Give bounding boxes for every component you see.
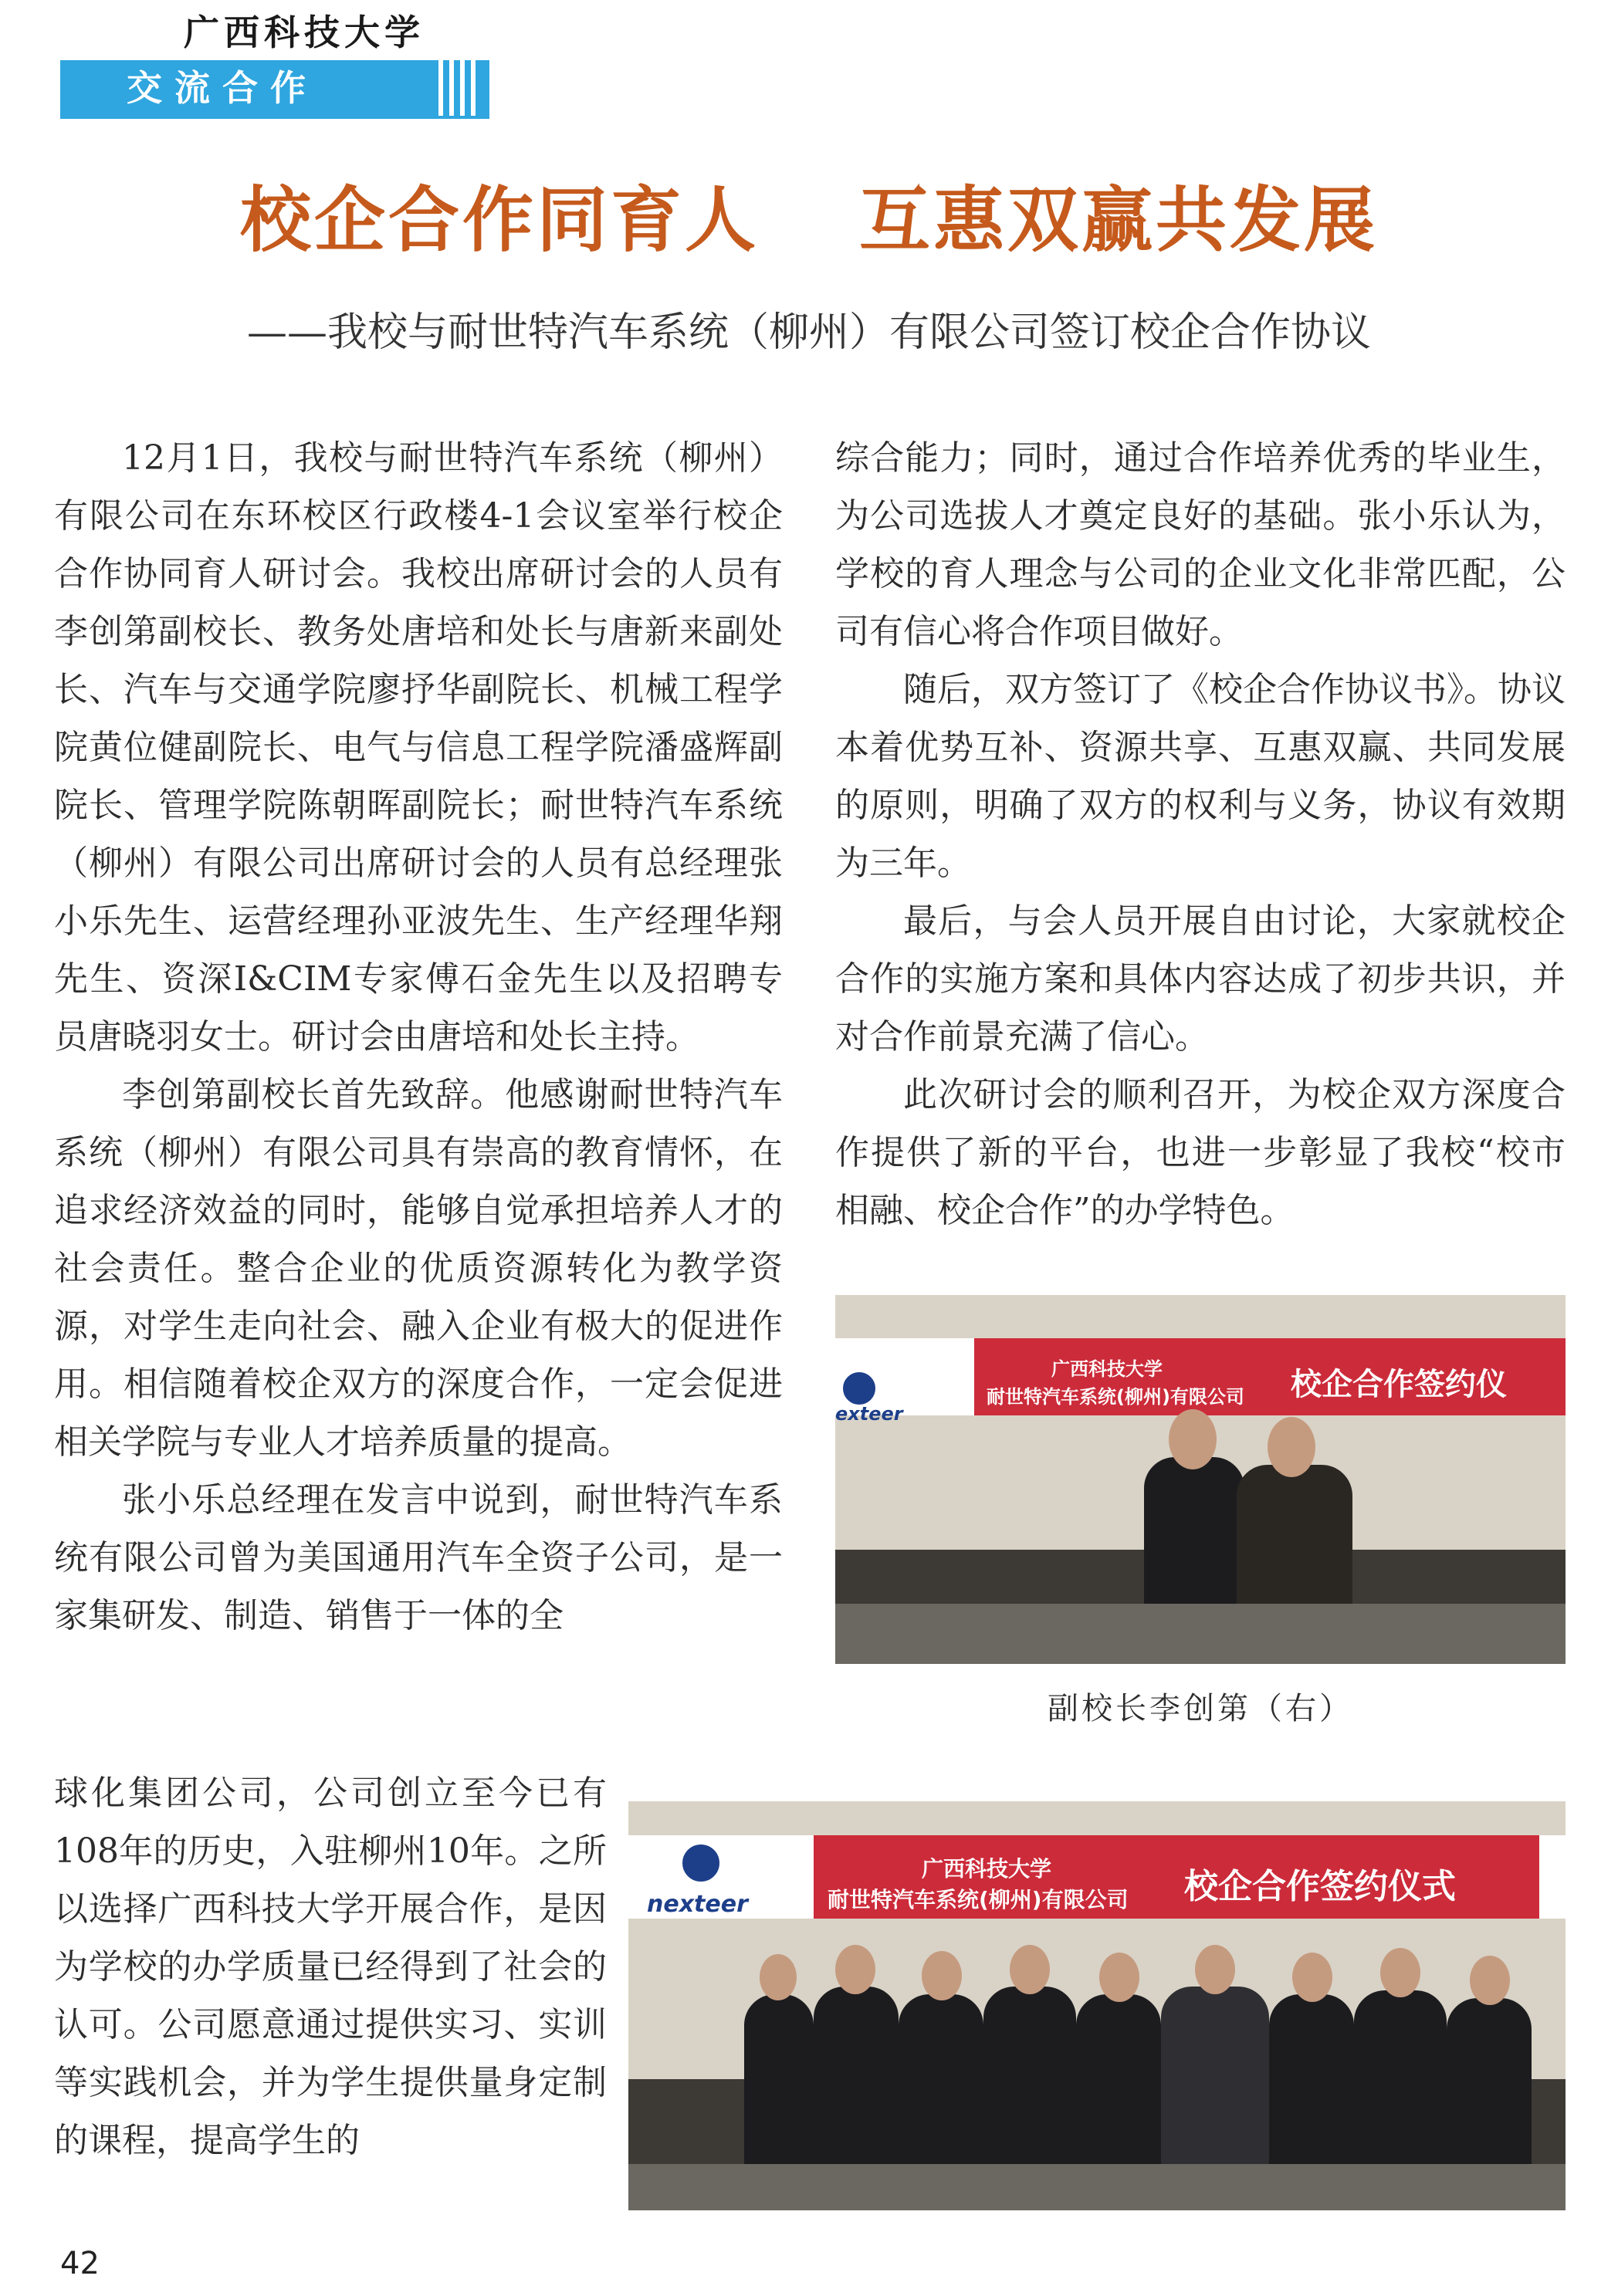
paragraph: 最后，与会人员开展自由讨论，大家就校企合作的实施方案和具体内容达成了初步共识，并对合作前景充满了信心。 — [835, 901, 1566, 1057]
photo-caption: 副校长李创第（右） — [1048, 1691, 1353, 1726]
section-label: 交流合作 — [127, 67, 318, 109]
banner-line2: 耐世特汽车系统(柳州)有限公司 — [828, 1887, 1129, 1912]
photo-table — [835, 1604, 1566, 1664]
person-head — [1010, 1945, 1050, 1994]
section-bar-stripes — [432, 60, 486, 116]
page-number: 42 — [60, 2246, 100, 2281]
paragraph: 张小乐总经理在发言中说到，耐世特汽车系统有限公司曾为美国通用汽车全资子公司，是一家集研发、制造、销售于一体的全 — [54, 1480, 783, 1635]
journal-title: 广西科技大学 — [184, 12, 425, 53]
article-title — [0, 164, 1618, 265]
person-head — [1169, 1409, 1217, 1469]
title-left: 校企合作同育人 — [239, 178, 759, 262]
title-right: 互惠双赢共发展 — [859, 178, 1379, 262]
university-logo — [679, 1841, 723, 1885]
nexteer-logo: nexteer — [647, 1891, 748, 1918]
paragraph-continued: 综合能力；同时，通过合作培养优秀的毕业生，为公司选拔人才奠定良好的基础。张小乐认为，学校的育人理念与公司的企业文化非常匹配，公司有信心将合作项目做好。 — [835, 438, 1566, 651]
signing-photo — [835, 1295, 1566, 1664]
paragraph: 12月1日，我校与耐世特汽车系统（柳州）有限公司在东环校区行政楼4-1会议室举行校企合作协同育人研讨会。我校出席研讨会的人员有李创第副校长、教务处唐培和处长与唐新来副处长、汽车与交通学院廖抒华副院长、机械工程学院黄位健副院长、电气与信息工程学院潘盛辉副院长、管理学院陈朝晖副院长；耐世特汽车系统（柳州）有限公司出席研讨会的人员有总经理张小乐先生、运营经理孙亚波先生、生产经理华翔先生、资深I&CIM专家傅石金先生以及招聘专员唐晓羽女士。研讨会由唐培和处长主持。 — [54, 438, 783, 1057]
person-head — [1099, 1953, 1139, 2002]
person-head — [1292, 1953, 1332, 2002]
paragraph: 随后，双方签订了《校企合作协议书》。协议本着优势互补、资源共享、互惠双赢、共同发展的原则，明确了双方的权利与义务，协议有效期为三年。 — [835, 670, 1566, 883]
university-logo — [840, 1369, 878, 1408]
right-column — [835, 429, 1566, 1239]
person-head — [922, 1951, 962, 2000]
person-head — [1268, 1417, 1315, 1477]
banner-line1: 广西科技大学 — [1051, 1358, 1163, 1380]
group-photo — [628, 1801, 1566, 2210]
person-head — [1470, 1956, 1510, 2005]
person-head — [835, 1945, 875, 1994]
banner-line1: 广西科技大学 — [922, 1856, 1052, 1882]
nexteer-logo: exteer — [835, 1403, 903, 1425]
paragraph: 此次研讨会的顺利召开，为校企双方深度合作提供了新的平台，也进一步彰显了我校“校市相融、校企合作”的办学特色。 — [835, 1075, 1566, 1230]
banner-line2: 耐世特汽车系统(柳州)有限公司 — [987, 1386, 1244, 1408]
left-column — [54, 429, 783, 1645]
photo-table — [628, 2164, 1566, 2210]
paragraph: 李创第副校长首先致辞。他感谢耐世特汽车系统（柳州）有限公司具有崇高的教育情怀，在追求经济效益的同时，能够自觉承担培养人才的社会责任。整合企业的优质资源转化为教学资源，对学生走向社会、融入企业有极大的促进作用。相信随着校企双方的深度合作，一定会促进相关学院与专业人才培养质量的提高。 — [54, 1075, 783, 1462]
banner-right: 校企合作签约仪式 — [1184, 1867, 1456, 1906]
person-head — [1195, 1945, 1235, 1994]
section-underline — [60, 116, 489, 119]
left-column-narrow — [54, 1764, 607, 2169]
person-head — [760, 1954, 797, 2000]
person-head — [1380, 1948, 1420, 1997]
banner-right: 校企合作签约仪 — [1291, 1367, 1507, 1402]
paragraph-continued: 球化集团公司，公司创立至今已有108年的历史，入驻柳州10年。之所以选择广西科技大学开展合作，是因为学校的办学质量已经得到了社会的认可。公司愿意通过提供实习、实训等实践机会，并为学生提供量身定制的课程，提高学生的 — [54, 1774, 607, 2160]
article-subtitle: ——我校与耐世特汽车系统（柳州）有限公司签订校企合作协议 — [246, 309, 1371, 356]
